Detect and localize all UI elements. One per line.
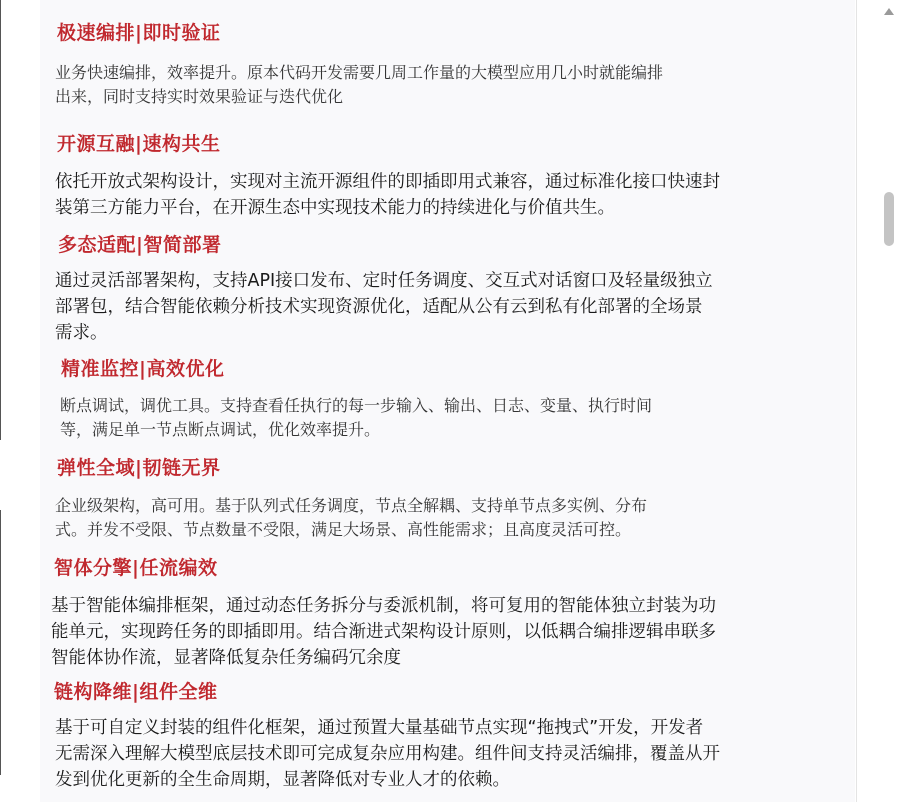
section-title-4: 精准监控|高效优化 — [61, 358, 225, 380]
section-body-1: 业务快速编排，效率提升。原本代码开发需要几周工作量的大模型应用几小时就能编排 出来，同时支持实时效果验证与迭代优化 — [55, 63, 664, 106]
section-title-5: 弹性全域|韧链无界 — [57, 457, 221, 479]
scroll-up-arrow-icon[interactable] — [884, 8, 894, 15]
section-body-6: 基于智能体编排框架，通过动态任务拆分与委派机制，将可复用的智能体独立封装为功 能单元，实现跨任务的即插即用。结合渐进式架构设计原则，以低耦合编排逻辑串联多 智能体协作流，显著降低复杂任务编码冗余度 — [51, 596, 716, 668]
section-body-7: 基于可自定义封装的组件化框架，通过预置大量基础节点实现“拖拽式”开发，开发者 无需深入理解大模型底层技术即可完成复杂应用构建。组件间支持灵活编排，覆盖从开 发到优化更新的全生命周期，显著降低对专业人才的依赖。 — [55, 718, 720, 790]
section-title-6: 智体分擎|任流编效 — [54, 557, 218, 579]
section-body-2: 依托开放式架构设计，实现对主流开源组件的即插即用式兼容，通过标准化接口快速封 装第三方能力平台，在开源生态中实现技术能力的持续进化与价值共生。 — [55, 172, 720, 218]
section-title-1: 极速编排|即时验证 — [57, 22, 221, 44]
left-divider-line — [0, 510, 1, 775]
section-title-2: 开源互融|速构共生 — [57, 133, 221, 155]
left-divider-line — [0, 0, 1, 440]
section-body-3: 通过灵活部署架构，支持API接口发布、定时任务调度、交互式对话窗口及轻量级独立 部署包，结合智能依赖分析技术实现资源优化，适配从公有云到私有化部署的全场景 需求。 — [55, 271, 713, 343]
vertical-scrollbar[interactable] — [856, 0, 900, 802]
section-body-5: 企业级架构，高可用。基于队列式任务调度，节点全解耦、支持单节点多实例、分布 式。并发不受限、节点数量不受限，满足大场景、高性能需求；且高度灵活可控。 — [55, 496, 648, 539]
document-page — [40, 0, 855, 802]
left-panel-edge — [0, 0, 40, 802]
scrollbar-thumb[interactable] — [884, 192, 894, 246]
section-title-3: 多态适配|智简部署 — [58, 234, 222, 256]
section-title-7: 链构降维|组件全维 — [54, 681, 218, 703]
section-body-4: 断点调试，调优工具。支持查看任执行的每一步输入、输出、日志、变量、执行时间 等，满足单一节点断点调试，优化效率提升。 — [60, 396, 653, 439]
